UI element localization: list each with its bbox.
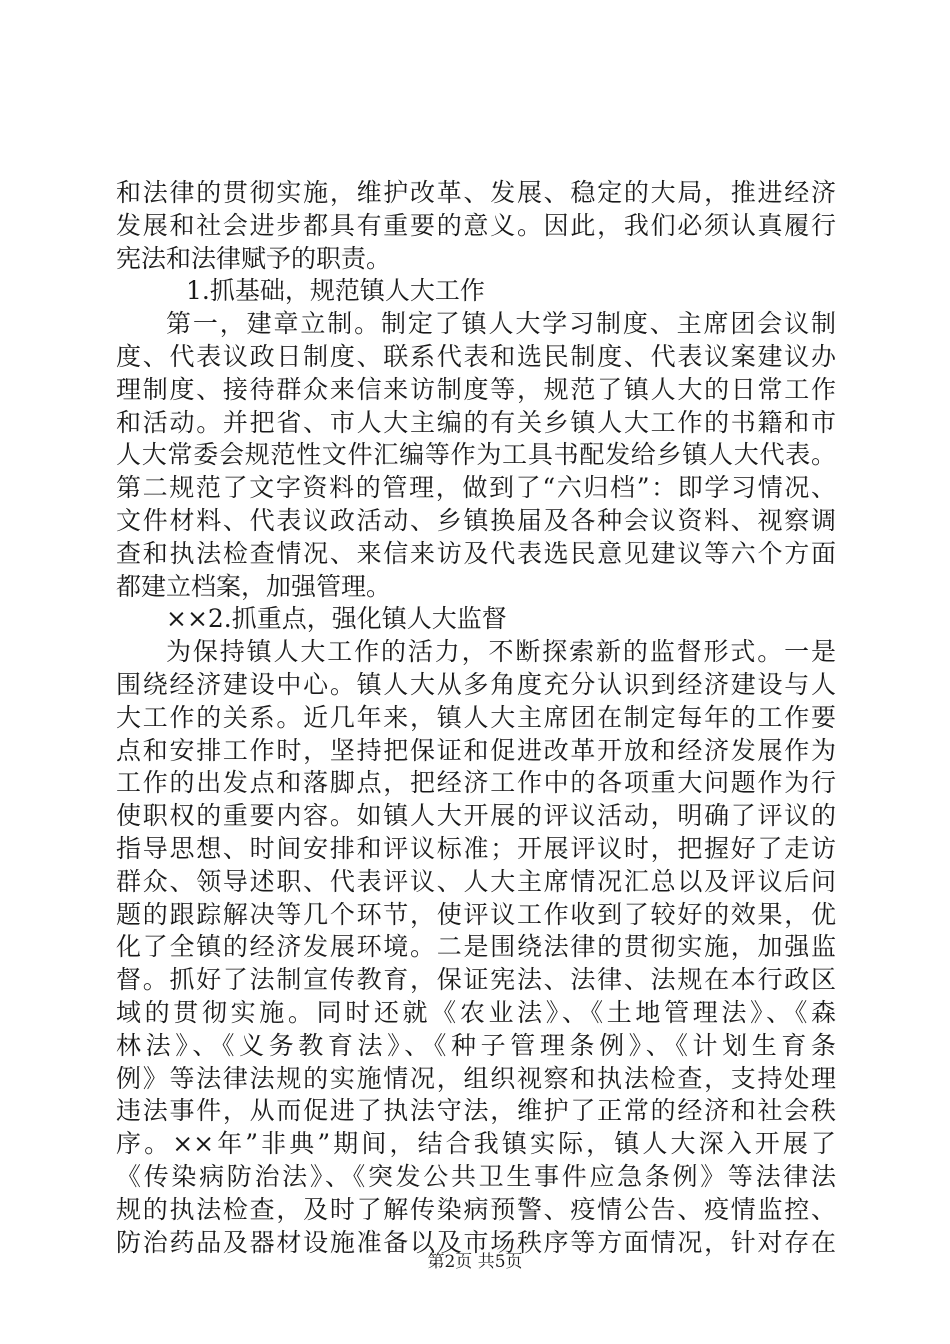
text-line: 第一，建章立制。制定了镇人大学习制度、主席团会议制	[166, 309, 836, 339]
text-line: 规的执法检查，及时了解传染病预警、疫情公告、疫情监控、	[116, 1194, 836, 1224]
text-line: 指导思想、时间安排和评议标准；开展评议时，把握好了走访	[116, 833, 836, 863]
text-line: 序。××年”非典”期间，结合我镇实际，镇人大深入开展了	[116, 1129, 836, 1159]
text-line: 第二规范了文字资料的管理，做到了“六归档”：即学习情况、	[116, 473, 836, 503]
text-line: 例》等法律法规的实施情况，组织视察和执法检查，支持处理	[116, 1063, 836, 1093]
text-line: 发展和社会进步都具有重要的意义。因此，我们必须认真履行	[116, 210, 836, 240]
text-line: 群众、领导述职、代表评议、人大主席情况汇总以及评议后问	[116, 866, 836, 896]
text-line: 化了全镇的经济发展环境。二是围绕法律的贯彻实施，加强监	[116, 932, 836, 962]
section-heading-2: ××2.抓重点，强化镇人大监督	[166, 604, 507, 634]
text-line: 为保持镇人大工作的活力，不断探索新的监督形式。一是	[166, 637, 836, 667]
text-line: 人大常委会规范性文件汇编等作为工具书配发给乡镇人大代表。	[116, 440, 836, 470]
text-line: 文件材料、代表议政活动、乡镇换届及各种会议资料、视察调	[116, 505, 836, 535]
text-line: 域的贯彻实施。同时还就《农业法》、《土地管理法》、《森	[116, 997, 836, 1027]
text-line: 工作的出发点和落脚点，把经济工作中的各项重大问题作为行	[116, 768, 836, 798]
text-line: 点和安排工作时，坚持把保证和促进改革开放和经济发展作为	[116, 735, 836, 765]
text-line: 和活动。并把省、市人大主编的有关乡镇人大工作的书籍和市	[116, 407, 836, 437]
text-line: 度、代表议政日制度、联系代表和选民制度、代表议案建议办	[116, 341, 836, 371]
text-line: 题的跟踪解决等几个环节，使评议工作收到了较好的效果，优	[116, 899, 836, 929]
text-line: 林法》、《义务教育法》、《种子管理条例》、《计划生育条	[116, 1030, 836, 1060]
text-line: 防治药品及器材设施准备以及市场秩序等方面情况，针对存在	[116, 1227, 836, 1257]
text-line: 宪法和法律赋予的职责。	[116, 243, 392, 273]
text-line: 和法律的贯彻实施，维护改革、发展、稳定的大局，推进经济	[116, 178, 836, 207]
text-line: 理制度、接待群众来信来访制度等，规范了镇人大的日常工作	[116, 374, 836, 404]
text-line: 围绕经济建设中心。镇人大从多角度充分认识到经济建设与人	[116, 669, 836, 699]
section-heading-1: 1.抓基础，规范镇人大工作	[186, 276, 485, 306]
text-line: 督。抓好了法制宣传教育，保证宪法、法律、法规在本行政区	[116, 965, 836, 995]
page-footer: 第2页 共5页	[427, 1252, 523, 1272]
text-line: 使职权的重要内容。如镇人大开展的评议活动，明确了评议的	[116, 801, 836, 831]
text-line: 《传染病防治法》、《突发公共卫生事件应急条例》等法律法	[116, 1161, 836, 1191]
document-body	[116, 177, 836, 1259]
text-line: 违法事件，从而促进了执法守法，维护了正常的经济和社会秩	[116, 1096, 836, 1126]
text-line: 都建立档案，加强管理。	[116, 571, 392, 601]
text-line: 查和执法检查情况、来信来访及代表选民意见建议等六个方面	[116, 538, 836, 568]
text-line: 大工作的关系。近几年来，镇人大主席团在制定每年的工作要	[116, 702, 836, 732]
